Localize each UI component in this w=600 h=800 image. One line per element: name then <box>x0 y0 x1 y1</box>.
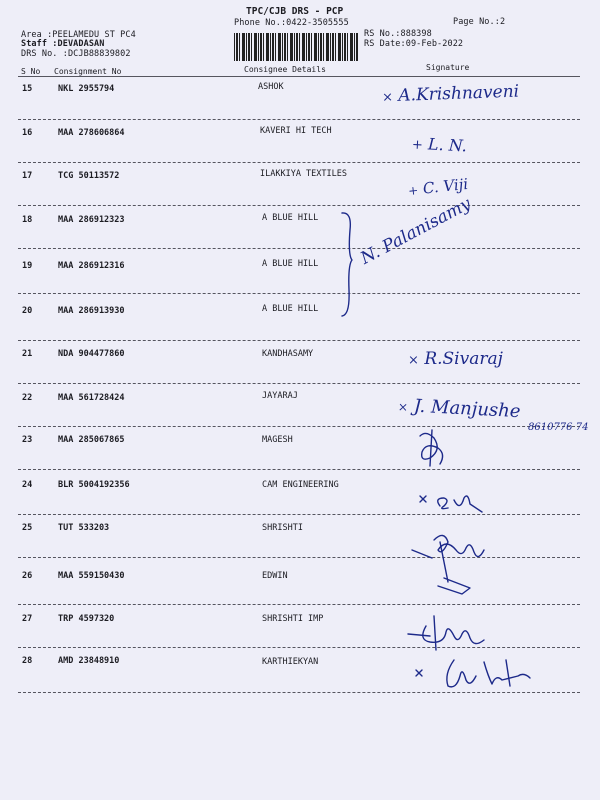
signature-row-21: × R.Sivaraj <box>408 349 503 369</box>
row-divider <box>18 119 580 120</box>
row-consignee: KANDHASAMY <box>262 349 314 359</box>
row-consignee: A BLUE HILL <box>262 259 319 269</box>
row-consignee: SHRISHTI IMP <box>262 614 324 624</box>
header-divider <box>18 76 580 77</box>
row-consignment-no: TRP 4597320 <box>58 614 115 624</box>
row-consignee: JAYARAJ <box>262 391 298 401</box>
signature-row-16: + L. N. <box>411 134 468 156</box>
signature-row-28 <box>414 656 554 696</box>
signature-row-22: × J. Manjushe <box>397 395 521 423</box>
row-sno: 18 <box>22 215 33 225</box>
row-divider <box>18 162 580 163</box>
column-header-sno: S No <box>21 67 41 76</box>
row-divider <box>18 647 580 648</box>
row-sno: 20 <box>22 306 33 316</box>
staff-label: Staff :DEVADASAN <box>21 39 105 49</box>
signature-row-17: + C. Viji <box>407 174 469 199</box>
barcode <box>234 33 358 61</box>
row-sno: 25 <box>22 523 33 533</box>
row-consignment-no: MAA 286913930 <box>58 306 125 316</box>
column-header-signature: Signature <box>426 63 470 72</box>
row-divider <box>18 469 580 470</box>
row-consignment-no: MAA 286912316 <box>58 261 125 271</box>
row-divider <box>18 557 580 558</box>
row-consignment-no: TUT 533203 <box>58 523 110 533</box>
row-consignee: EDWIN <box>262 571 288 581</box>
row-consignee: SHRISHTI <box>262 523 303 533</box>
row-consignment-no: BLR 5004192356 <box>58 480 130 490</box>
signature-row-25 <box>404 528 494 600</box>
document-title: TPC/CJB DRS - PCP <box>246 6 344 17</box>
row-sno: 15 <box>22 84 33 94</box>
row-consignee: KARTHIEKYAN <box>262 657 319 667</box>
signature-row-27 <box>404 614 494 654</box>
row-consignment-no: NKL 2955794 <box>58 84 115 94</box>
column-header-consignee: Consignee Details <box>244 65 326 74</box>
handwritten-phone: 8610776 74 <box>528 422 589 433</box>
row-sno: 27 <box>22 614 33 624</box>
row-consignment-no: MAA 561728424 <box>58 393 125 403</box>
row-sno: 21 <box>22 349 33 359</box>
row-consignment-no: AMD 23848910 <box>58 656 120 666</box>
row-consignee: KAVERI HI TECH <box>260 126 332 136</box>
drs-number: DRS No. :DCJB88839802 <box>21 49 131 59</box>
row-sno: 28 <box>22 656 33 666</box>
row-divider <box>18 293 580 294</box>
row-sno: 23 <box>22 435 33 445</box>
row-consignment-no: TCG 50113572 <box>58 171 120 181</box>
row-sno: 24 <box>22 480 33 490</box>
signature-row-15: × A.Krishnaveni <box>381 81 520 106</box>
row-sno: 22 <box>22 393 33 403</box>
row-consignee: A BLUE HILL <box>262 304 319 314</box>
row-consignee: ASHOK <box>258 82 284 92</box>
row-consignment-no: MAA 559150430 <box>58 571 125 581</box>
row-consignment-no: MAA 285067865 <box>58 435 125 445</box>
row-divider <box>18 340 580 341</box>
rs-number: RS No.:888398 <box>364 29 432 39</box>
phone-number: Phone No.:0422-3505555 <box>234 18 349 28</box>
signature-row-24 <box>418 488 488 516</box>
row-sno: 26 <box>22 571 33 581</box>
row-consignee: MAGESH <box>262 435 293 445</box>
row-consignment-no: MAA 286912323 <box>58 215 125 225</box>
signature-rows-18-20: N. Palanisamy <box>357 193 475 269</box>
row-consignee: CAM ENGINEERING <box>262 480 339 490</box>
row-sno: 19 <box>22 261 33 271</box>
row-divider <box>18 604 580 605</box>
row-divider <box>18 514 580 515</box>
area-label: Area :PEELAMEDU ST PC4 <box>21 30 136 40</box>
row-divider <box>18 248 580 249</box>
row-sno: 17 <box>22 171 33 181</box>
row-consignee: ILAKKIYA TEXTILES <box>260 169 347 179</box>
page-number: Page No.:2 <box>453 17 506 27</box>
row-consignee: A BLUE HILL <box>262 213 319 223</box>
column-header-consignment: Consignment No <box>54 67 122 76</box>
row-consignment-no: MAA 278606864 <box>58 128 125 138</box>
row-divider <box>18 426 580 427</box>
rs-date: RS Date:09-Feb-2022 <box>364 39 464 49</box>
row-sno: 16 <box>22 128 33 138</box>
row-consignment-no: NDA 904477860 <box>58 349 125 359</box>
row-divider <box>18 205 580 206</box>
row-divider <box>18 383 580 384</box>
signature-row-23 <box>412 428 452 468</box>
